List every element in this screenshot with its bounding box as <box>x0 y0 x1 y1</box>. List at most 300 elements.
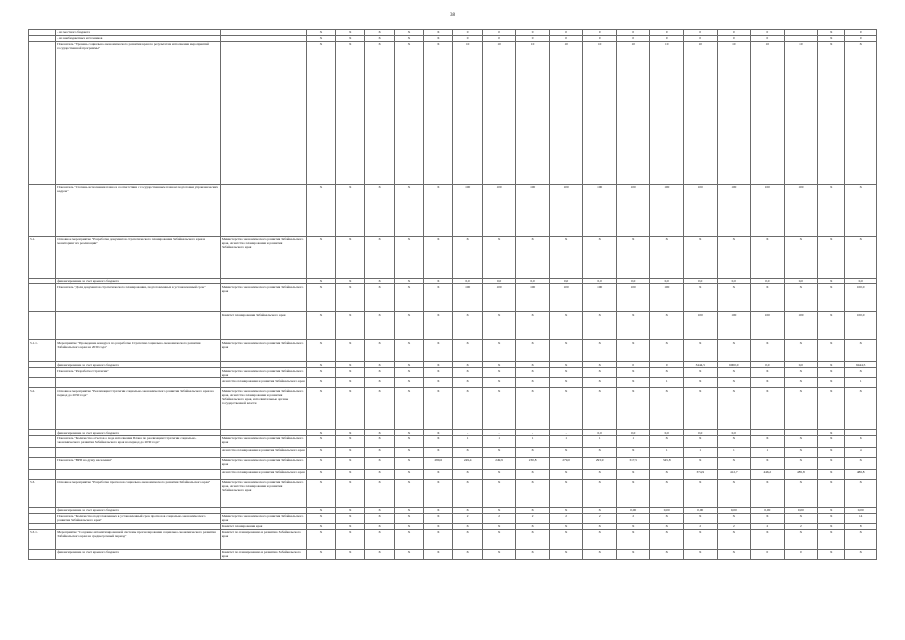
table-row <box>29 284 877 312</box>
value-cell: 0 <box>784 549 818 559</box>
value-cell: 100 <box>616 184 650 236</box>
table-row <box>29 529 877 549</box>
value-cell: 0 <box>583 30 617 36</box>
value-cell: 0,0 <box>482 278 516 284</box>
row-name-cell: - из внебюджетных источников <box>56 35 221 41</box>
value-cell: 249,9 <box>482 457 516 469</box>
value-cell: 100 <box>650 284 684 312</box>
value-cell: X <box>365 388 394 430</box>
value-cell: X <box>583 523 617 529</box>
value-cell: 1 <box>516 435 550 447</box>
value-cell: 0,00 <box>751 507 785 513</box>
value-cell: 0 <box>453 30 482 36</box>
value-cell: X <box>616 447 650 457</box>
value-cell: X <box>650 513 684 523</box>
value-cell: X <box>336 549 365 559</box>
row-name-cell: финансирование за счет краевого бюджета <box>56 278 221 284</box>
value-cell: 0,0 <box>549 278 583 284</box>
value-cell: X <box>482 529 516 549</box>
value-cell: X <box>365 41 394 184</box>
value-cell: 100 <box>482 184 516 236</box>
value-cell: X <box>684 236 718 278</box>
row-name-cell: Показатель "Степень исполнения плана в соответствии с государственным планом подготовки управленческих кадров" <box>56 184 221 236</box>
value-cell: X <box>616 529 650 549</box>
value-cell: X <box>684 340 718 362</box>
value-cell: X <box>424 513 453 523</box>
value-cell: X <box>717 368 751 378</box>
value-cell: 0,00 <box>784 507 818 513</box>
value-cell: X <box>394 30 423 36</box>
value-cell: 1 <box>583 435 617 447</box>
value-cell: X <box>394 284 423 312</box>
value-cell: 10 <box>751 41 785 184</box>
value-cell: 0 <box>482 30 516 36</box>
value-cell: X <box>751 378 785 388</box>
value-cell: X <box>616 236 650 278</box>
value-cell: X <box>717 388 751 430</box>
value-cell: 100 <box>453 184 482 236</box>
value-cell: X <box>516 378 550 388</box>
value-cell: X <box>306 362 335 368</box>
value-cell: X <box>336 236 365 278</box>
value-cell: X <box>424 41 453 184</box>
value-cell: 0,0 <box>684 430 718 436</box>
value-cell: X <box>616 479 650 507</box>
row-number-cell <box>29 457 56 469</box>
value-cell: X <box>818 312 845 340</box>
value-cell: X <box>394 388 423 430</box>
value-cell: X <box>717 435 751 447</box>
value-cell: X <box>845 236 877 278</box>
value-cell: X <box>818 278 845 284</box>
row-name-cell: Показатель "ВРП на душу населения" <box>56 457 221 469</box>
value-cell: X <box>336 513 365 523</box>
value-cell: X <box>306 523 335 529</box>
value-cell: X <box>583 469 617 479</box>
value-cell: 8 <box>845 523 877 529</box>
value-cell: X <box>306 513 335 523</box>
value-cell: X <box>482 549 516 559</box>
value-cell: X <box>424 549 453 559</box>
value-cell: X <box>845 479 877 507</box>
row-name-cell <box>56 312 221 340</box>
value-cell: X <box>818 378 845 388</box>
row-name-cell <box>56 447 221 457</box>
value-cell: X <box>684 457 718 469</box>
value-cell: X <box>583 362 617 368</box>
value-cell: X <box>583 388 617 430</box>
row-name-cell: Мероприятие "Проведение конкурса по разработке Стратегии социально-экономического развития Забайкальского края на 2030 года" <box>56 340 221 362</box>
value-cell: X <box>784 340 818 362</box>
value-cell: X <box>583 479 617 507</box>
value-cell: X <box>453 378 482 388</box>
value-cell: 100 <box>516 184 550 236</box>
value-cell: X <box>424 529 453 549</box>
value-cell: X <box>717 479 751 507</box>
value-cell: 10 <box>516 41 550 184</box>
value-cell: X <box>650 523 684 529</box>
table-row <box>29 312 877 340</box>
value-cell: 10 <box>453 41 482 184</box>
executor-cell: Министерство экономического развития Забайкальского края <box>220 513 306 523</box>
value-cell: X <box>818 479 845 507</box>
value-cell: X <box>751 368 785 378</box>
value-cell: X <box>424 284 453 312</box>
row-name-cell: финансирование за счет краевого бюджета <box>56 362 221 368</box>
value-cell: 0,00 <box>650 507 684 513</box>
value-cell: X <box>751 236 785 278</box>
value-cell: X <box>549 447 583 457</box>
value-cell: X <box>583 312 617 340</box>
value-cell: 100 <box>684 184 718 236</box>
value-cell: X <box>616 469 650 479</box>
value-cell: X <box>751 435 785 447</box>
value-cell: 0,0 <box>784 278 818 284</box>
value-cell: X <box>365 378 394 388</box>
value-cell: X <box>453 549 482 559</box>
value-cell: X <box>516 340 550 362</box>
value-cell: X <box>751 388 785 430</box>
value-cell: X <box>818 35 845 41</box>
value-cell: X <box>684 513 718 523</box>
value-cell: X <box>516 312 550 340</box>
executor-cell: Комитет по планированию и развитию Забайкальского края <box>220 529 306 549</box>
value-cell: X <box>684 549 718 559</box>
value-cell: X <box>818 184 845 236</box>
value-cell: X <box>336 30 365 36</box>
value-cell: 100 <box>684 312 718 340</box>
value-cell: 289,6 <box>424 457 453 469</box>
value-cell: X <box>482 340 516 362</box>
value-cell: 0,0 <box>717 278 751 284</box>
table-row <box>29 184 877 236</box>
value-cell: 0,0 <box>717 430 751 436</box>
value-cell: X <box>424 447 453 457</box>
value-cell: 0 <box>516 35 550 41</box>
value-cell: 4 <box>845 447 877 457</box>
row-number-cell <box>29 469 56 479</box>
value-cell: 0 <box>616 30 650 36</box>
value-cell: X <box>516 479 550 507</box>
table-row <box>29 479 877 507</box>
executor-cell: Министерство экономического развития Забайкальского края <box>220 435 306 447</box>
value-cell: X <box>306 368 335 378</box>
value-cell: X <box>845 340 877 362</box>
value-cell: X <box>306 378 335 388</box>
value-cell: 486,8 <box>845 469 877 479</box>
value-cell: 2 <box>784 523 818 529</box>
value-cell: 279,0 <box>549 457 583 469</box>
value-cell: 412,7 <box>717 469 751 479</box>
value-cell: X <box>365 312 394 340</box>
value-cell: X <box>306 30 335 36</box>
value-cell: X <box>650 435 684 447</box>
value-cell: 0,0 <box>616 430 650 436</box>
value-cell: 1 <box>650 378 684 388</box>
value-cell: X <box>453 523 482 529</box>
value-cell: X <box>845 388 877 430</box>
value-cell: X <box>784 236 818 278</box>
value-cell: X <box>336 378 365 388</box>
value-cell: X <box>394 35 423 41</box>
value-cell: X <box>516 469 550 479</box>
value-cell: X <box>583 447 617 457</box>
value-cell: X <box>482 507 516 513</box>
value-cell: 100 <box>453 284 482 312</box>
value-cell: X <box>549 236 583 278</box>
value-cell: X <box>336 469 365 479</box>
value-cell: X <box>424 378 453 388</box>
row-number-cell <box>29 41 56 184</box>
value-cell: X <box>306 284 335 312</box>
value-cell: X <box>365 549 394 559</box>
value-cell: X <box>684 368 718 378</box>
value-cell: 1 <box>482 435 516 447</box>
value-cell: X <box>751 513 785 523</box>
value-cell: 2 <box>453 513 482 523</box>
value-cell: X <box>818 435 845 447</box>
value-cell: X <box>336 35 365 41</box>
value-cell: X <box>365 184 394 236</box>
row-name-cell: Показатель "Количество подготовленных в установленный срок прогнозов социально-экономического развития Забайкальского края" <box>56 513 221 523</box>
value-cell: 1 <box>684 447 718 457</box>
value-cell: X <box>336 529 365 549</box>
value-cell: X <box>453 340 482 362</box>
value-cell: X <box>336 284 365 312</box>
value-cell: 0 <box>616 362 650 368</box>
value-cell: X <box>424 236 453 278</box>
row-name-cell: - из местного бюджета <box>56 30 221 36</box>
table-row <box>29 549 877 559</box>
value-cell: X <box>818 30 845 36</box>
value-cell: X <box>365 479 394 507</box>
value-cell: X <box>784 529 818 549</box>
value-cell: 2 <box>549 513 583 523</box>
value-cell: X <box>818 430 845 436</box>
value-cell: 1 <box>616 435 650 447</box>
value-cell: X <box>424 523 453 529</box>
page-number: 38 <box>450 13 455 18</box>
value-cell: X <box>336 457 365 469</box>
value-cell: 0 <box>717 35 751 41</box>
value-cell: X <box>306 549 335 559</box>
value-cell: 10 <box>650 41 684 184</box>
value-cell: X <box>845 529 877 549</box>
value-cell: X <box>818 507 845 513</box>
value-cell: 0 <box>845 35 877 41</box>
value-cell: 345,8 <box>650 457 684 469</box>
value-cell: X <box>650 469 684 479</box>
value-cell: X <box>365 435 394 447</box>
value-cell: 0,00 <box>717 507 751 513</box>
value-cell: X <box>684 435 718 447</box>
value-cell: X <box>394 435 423 447</box>
value-cell: X <box>306 529 335 549</box>
value-cell: X <box>336 278 365 284</box>
value-cell: X <box>394 278 423 284</box>
value-cell: 485,8 <box>784 469 818 479</box>
value-cell: X <box>516 549 550 559</box>
value-cell: X <box>684 284 718 312</box>
value-cell: X <box>751 457 785 469</box>
value-cell: X <box>818 529 845 549</box>
value-cell: X <box>336 340 365 362</box>
value-cell: X <box>394 430 423 436</box>
value-cell: X <box>394 513 423 523</box>
value-cell: X <box>336 523 365 529</box>
value-cell: X <box>482 362 516 368</box>
table-row <box>29 236 877 278</box>
executor-cell: Министерство экономического развития Забайкальского края, Агентство планирования и развития Забайкальского края, исполнительные органы государственной власти <box>220 388 306 430</box>
value-cell: X <box>394 312 423 340</box>
executor-cell: Министерство экономического развития Забайкальского края, Агентство планирования и развития Забайкальского края <box>220 479 306 507</box>
value-cell: X <box>336 447 365 457</box>
table-row <box>29 41 877 184</box>
value-cell: X <box>336 368 365 378</box>
row-number-cell: 5.2. <box>29 388 56 430</box>
value-cell: X <box>482 236 516 278</box>
value-cell: 100 <box>516 284 550 312</box>
value-cell: 3444,5 <box>684 362 718 368</box>
value-cell: X <box>482 447 516 457</box>
value-cell: - <box>549 430 583 436</box>
value-cell: X <box>394 236 423 278</box>
value-cell: X <box>365 513 394 523</box>
value-cell: X <box>365 278 394 284</box>
value-cell: X <box>516 529 550 549</box>
executor-cell: Министерство экономического развития Забайкальского края, Агентство планирования и развития Забайкальского края <box>220 236 306 278</box>
value-cell: X <box>306 388 335 430</box>
value-cell: 0 <box>650 35 684 41</box>
table-row <box>29 340 877 362</box>
value-cell: X <box>583 507 617 513</box>
value-cell: 0 <box>845 30 877 36</box>
value-cell: 100 <box>751 184 785 236</box>
value-cell: X <box>336 388 365 430</box>
value-cell: X <box>784 447 818 457</box>
value-cell: X <box>650 479 684 507</box>
value-cell: X <box>818 362 845 368</box>
value-cell: X <box>336 430 365 436</box>
value-cell: X <box>717 378 751 388</box>
value-cell: 100,0 <box>845 312 877 340</box>
value-cell: 1 <box>751 447 785 457</box>
value-cell: - <box>453 430 482 436</box>
value-cell: X <box>306 184 335 236</box>
row-name-cell: Основное мероприятие "Реализация Стратегии социально-экономического развития Забайкальского края на период до 2030 года" <box>56 388 221 430</box>
executor-cell: Агентство планирования и развития Забайкальского края <box>220 378 306 388</box>
value-cell: X <box>650 340 684 362</box>
executor-cell <box>220 41 306 184</box>
value-cell: X <box>306 236 335 278</box>
value-cell: X <box>424 435 453 447</box>
value-cell: 0,0 <box>616 278 650 284</box>
value-cell: X <box>306 469 335 479</box>
executor-cell: Министерство экономического развития Забайкальского края <box>220 284 306 312</box>
value-cell: X <box>424 430 453 436</box>
value-cell: 0,0 <box>684 278 718 284</box>
value-cell: 100 <box>650 184 684 236</box>
value-cell: X <box>616 378 650 388</box>
table-row <box>29 435 877 447</box>
value-cell: X <box>424 362 453 368</box>
value-cell: X <box>717 529 751 549</box>
value-cell: 0,0 <box>453 278 482 284</box>
value-cell: X <box>818 368 845 378</box>
value-cell: X <box>516 447 550 457</box>
value-cell: X <box>845 368 877 378</box>
value-cell: 0,0 <box>583 278 617 284</box>
value-cell: X <box>336 362 365 368</box>
value-cell: 0 <box>717 30 751 36</box>
value-cell: 2 <box>616 513 650 523</box>
value-cell: X <box>549 507 583 513</box>
value-cell: X <box>424 388 453 430</box>
value-cell: 0 <box>583 35 617 41</box>
row-name-cell: Показатель "Количество отчетов о ходе исполнения Плана по реализации Стратегии социально-экономического развития Забайкальского края на период до 2030 года" <box>56 435 221 447</box>
value-cell: - <box>516 430 550 436</box>
value-cell: X <box>394 457 423 469</box>
value-cell: X <box>424 340 453 362</box>
value-cell: X <box>549 378 583 388</box>
value-cell: X <box>482 368 516 378</box>
row-number-cell: 5.3.1. <box>29 529 56 549</box>
value-cell: X <box>650 529 684 549</box>
row-name-cell <box>56 378 221 388</box>
value-cell: 0 <box>616 35 650 41</box>
value-cell: X <box>845 184 877 236</box>
table-row <box>29 469 877 479</box>
value-cell: 0 <box>684 30 718 36</box>
value-cell: X <box>336 435 365 447</box>
value-cell: 1 <box>650 447 684 457</box>
value-cell: X <box>394 447 423 457</box>
value-cell: X <box>751 479 785 507</box>
executor-cell: Агентство планирования и развития Забайкальского края <box>220 469 306 479</box>
value-cell: 317,5 <box>616 457 650 469</box>
value-cell: X <box>818 388 845 430</box>
value-cell: X <box>424 30 453 36</box>
value-cell: X <box>453 479 482 507</box>
value-cell: X <box>784 368 818 378</box>
executor-cell: Министерство экономического развития Забайкальского края <box>220 457 306 469</box>
value-cell: X <box>818 41 845 184</box>
value-cell: X <box>650 549 684 559</box>
value-cell: 0,00 <box>616 507 650 513</box>
value-cell: 100 <box>482 284 516 312</box>
value-cell: X <box>549 368 583 378</box>
value-cell: X <box>306 435 335 447</box>
value-cell: 100 <box>784 312 818 340</box>
value-cell: 0 <box>751 549 785 559</box>
value-cell: X <box>424 312 453 340</box>
table-row <box>29 513 877 523</box>
value-cell: 2 <box>482 513 516 523</box>
value-cell: 10 <box>684 41 718 184</box>
value-cell: 100,0 <box>845 284 877 312</box>
value-cell: X <box>424 35 453 41</box>
row-name-cell: Основное мероприятие "Разработка документов стратегического планирования Забайкальского края и мониторинг их реализации" <box>56 236 221 278</box>
value-cell: X <box>717 340 751 362</box>
row-name-cell: финансирование за счет краевого бюджета <box>56 507 221 513</box>
value-cell: X <box>784 513 818 523</box>
value-cell: X <box>306 35 335 41</box>
table-row <box>29 447 877 457</box>
value-cell: X <box>583 378 617 388</box>
row-number-cell: 5.1.1. <box>29 340 56 362</box>
value-cell: X <box>818 340 845 362</box>
row-name-cell: Показатель "Доля документов стратегического планирования, подготовленных в установленный срок" <box>56 284 221 312</box>
